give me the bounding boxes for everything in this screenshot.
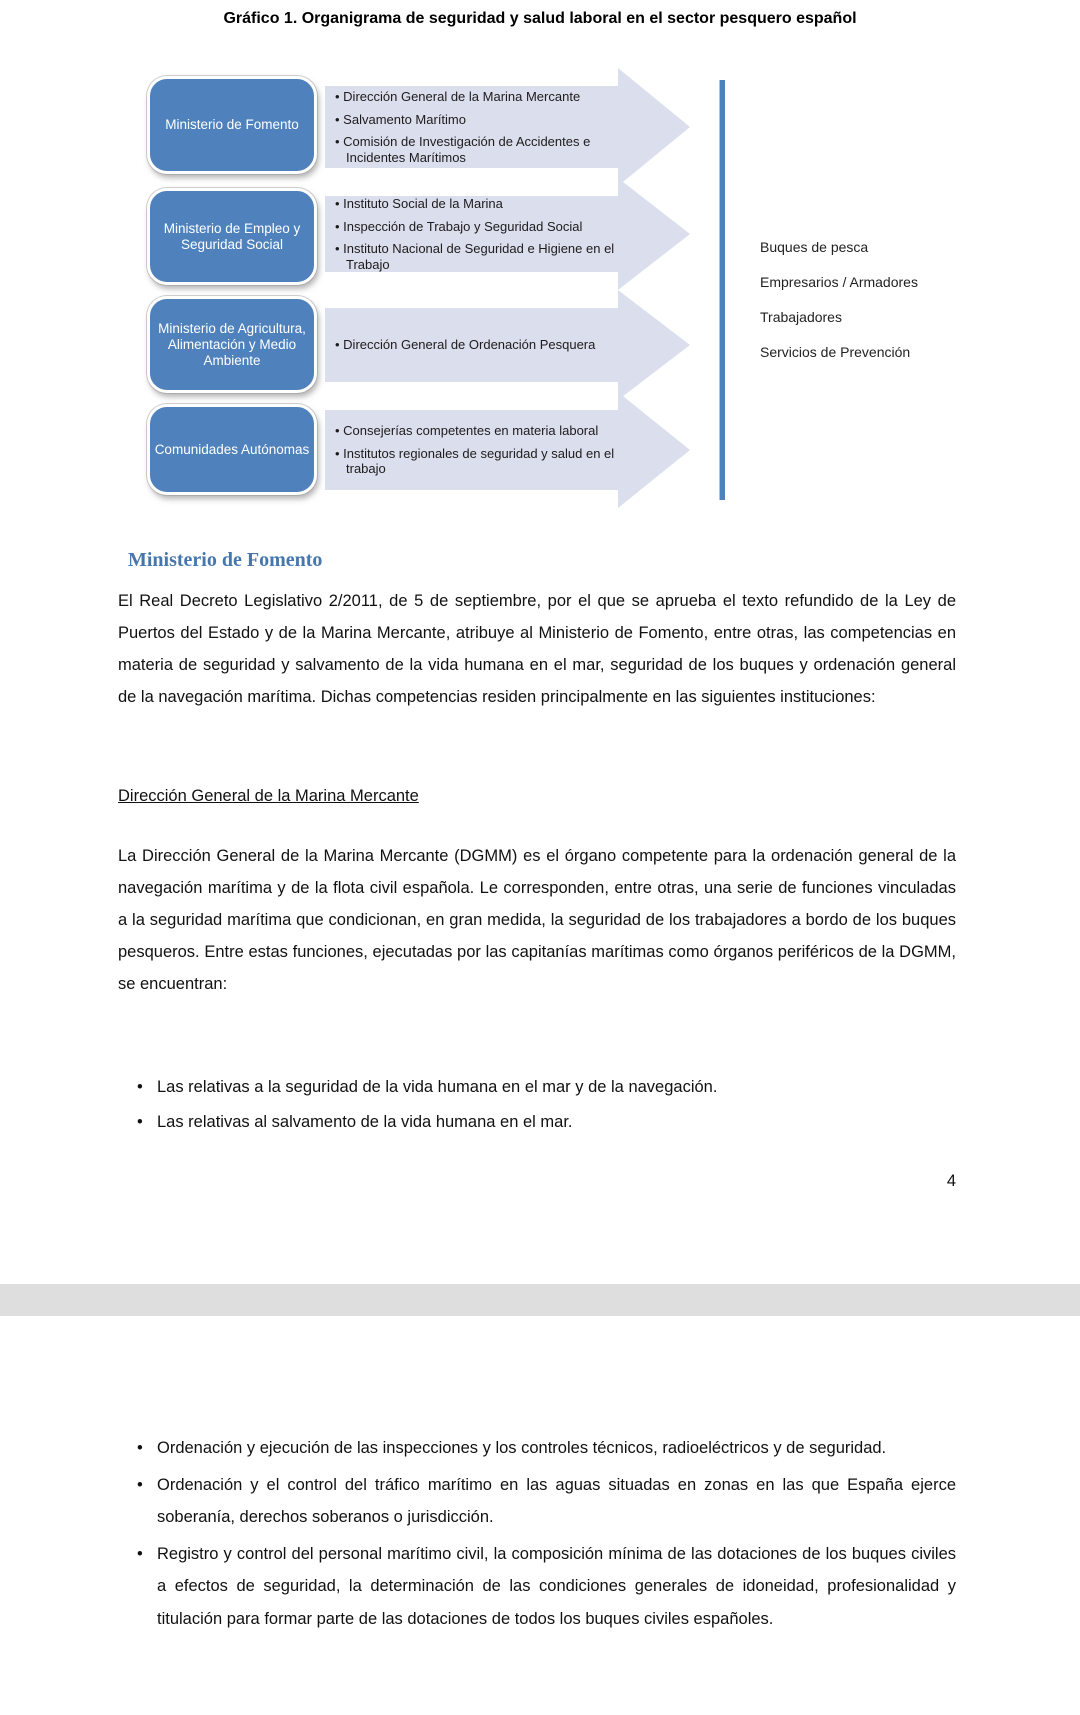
bullet-list-mid	[118, 1070, 956, 1140]
org-arrow-empleo	[325, 196, 618, 272]
bullet-item: • Ordenación y el control del tráfico marítimo en las aguas situadas en zonas en las que España ejerce soberanía, derechos soberanos o jurisdicción.	[118, 1469, 956, 1534]
org-box-label: Ministerio de Empleo y Seguridad Social	[163, 220, 301, 252]
org-arrow-ccaa	[325, 410, 618, 490]
org-arrow-item: • Dirección General de la Marina Mercante	[335, 89, 616, 105]
org-arrow-item: • Consejerías competentes en materia laboral	[335, 423, 616, 439]
arrow-head-icon	[618, 68, 690, 186]
bullet-item: • Ordenación y ejecución de las inspecciones y los controles técnicos, radioeléctricos y de seguridad.	[118, 1432, 956, 1465]
page-break-band	[0, 1284, 1080, 1316]
arrow-head-icon	[618, 178, 690, 290]
org-arrow-fomento	[325, 86, 618, 168]
bullet-item: • Las relativas al salvamento de la vida humana en el mar.	[118, 1105, 956, 1140]
page-number: 4	[946, 1172, 956, 1190]
org-box-agricultura	[147, 296, 317, 393]
org-box-label: Ministerio de Fomento	[165, 117, 299, 132]
org-arrow-agricultura	[325, 308, 618, 382]
org-box-fomento	[147, 76, 317, 174]
org-box-empleo	[147, 188, 317, 285]
figure-caption: Gráfico 1. Organigrama de seguridad y salud laboral en el sector pesquero español	[223, 10, 857, 27]
stakeholder-label: Servicios de Prevención	[760, 344, 911, 360]
arrow-head-icon	[618, 290, 690, 400]
stakeholder-label: Empresarios / Armadores	[760, 274, 918, 290]
org-box-label: Ministerio de Agricultura, Alimentación y Medio Ambiente	[158, 320, 306, 368]
paragraph-dgmm: La Dirección General de la Marina Mercante (DGMM) es el órgano competente para la ordenación general de la navegación marítima y de la flota civil española. Le corresponden, entre otras, una serie de funciones vinculadas a la seguridad marítima que condicionan, en gran medida, la seguridad de los trabajadores a bordo de los buques pesqueros. Entre estas funciones, ejecutadas por las capitanías marítimas como órganos periféricos de la DGMM, se encuentran:	[118, 847, 956, 993]
org-arrow-item: • Instituto Social de la Marina	[335, 196, 616, 212]
org-box-label: Comunidades Autónomas	[154, 441, 310, 457]
bullet-item: • Registro y control del personal marítimo civil, la composición mínima de las dotaciones de los buques civiles a efectos de seguridad, la determinación de las condiciones generales de idoneidad, profesionalidad y titulación para formar parte de las dotaciones de todos los buques civiles españoles.	[118, 1538, 956, 1636]
paragraph-intro: El Real Decreto Legislativo 2/2011, de 5 de septiembre, por el que se aprueba el texto refundido de la Ley de Puertos del Estado y de la Marina Mercante, atribuye al Ministerio de Fomento, entre otras, las competencias en materia de seguridad y salvamento de la vida humana en el mar, seguridad de los buques y ordenación general de la navegación marítima. Dichas competencias residen principalmente en las siguientes instituciones:	[118, 592, 956, 706]
stakeholder-label: Trabajadores	[760, 309, 842, 325]
org-arrow-item: • Inspección de Trabajo y Seguridad Social	[335, 219, 616, 235]
org-arrow-item: • Institutos regionales de seguridad y salud en el trabajo	[335, 446, 616, 477]
subsection-heading: Dirección General de la Marina Mercante	[118, 787, 419, 805]
stakeholder-label: Buques de pesca	[760, 239, 869, 255]
org-arrow-item: • Dirección General de Ordenación Pesquera	[335, 337, 616, 353]
bullet-item: • Las relativas a la seguridad de la vida humana en el mar y de la navegación.	[118, 1070, 956, 1105]
bullet-list-bottom	[118, 1432, 956, 1639]
org-box-ccaa	[147, 404, 317, 495]
arrow-head-icon	[618, 392, 690, 508]
stakeholder-labels	[760, 230, 918, 370]
org-arrow-item: • Comisión de Investigación de Accidentes e Incidentes Marítimos	[335, 134, 616, 165]
section-heading: Ministerio de Fomento	[128, 549, 323, 571]
org-arrow-item: • Salvamento Marítimo	[335, 112, 616, 128]
vertical-divider-bar	[719, 80, 725, 500]
org-arrow-item: • Instituto Nacional de Seguridad e Higiene en el Trabajo	[335, 241, 616, 272]
